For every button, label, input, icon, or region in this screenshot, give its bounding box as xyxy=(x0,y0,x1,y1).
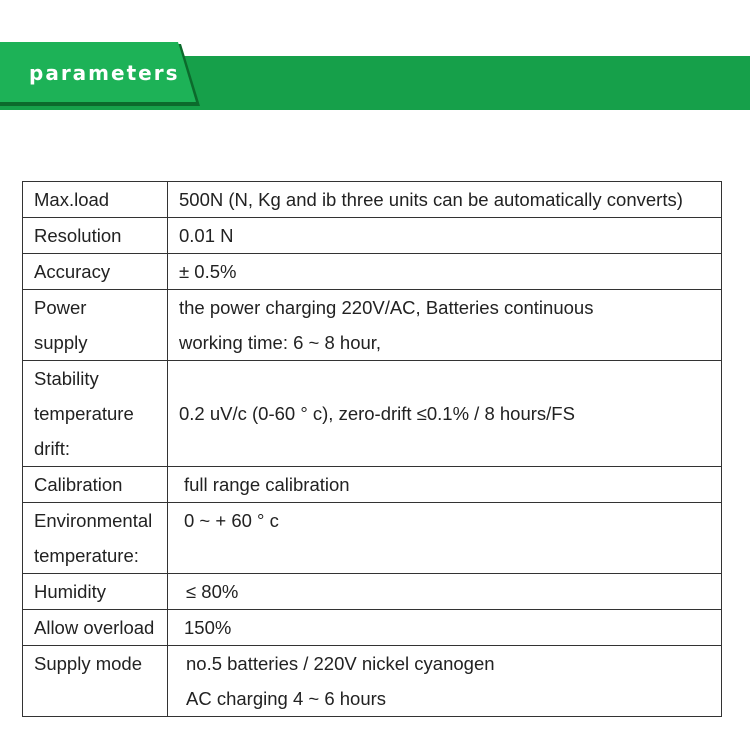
value-line: ≤ 80% xyxy=(186,581,239,602)
parameters-table xyxy=(22,181,722,717)
label-line: temperature xyxy=(34,403,134,424)
label-line: supply xyxy=(34,332,88,353)
row-value xyxy=(168,467,722,503)
row-value xyxy=(168,361,722,467)
row-label xyxy=(23,361,168,467)
row-value xyxy=(168,218,722,254)
row-label xyxy=(23,610,168,646)
label-line: temperature: xyxy=(34,545,139,566)
label-line: Allow overload xyxy=(34,617,155,638)
value-line: working time: 6 ~ 8 hour, xyxy=(179,332,382,353)
row-label xyxy=(23,646,168,717)
row-label xyxy=(23,218,168,254)
value-line: 150% xyxy=(184,617,232,638)
label-line: drift: xyxy=(34,438,70,459)
value-line: full range calibration xyxy=(184,474,350,495)
label-line: Power xyxy=(34,297,87,318)
row-label xyxy=(23,467,168,503)
table-row-supply-mode xyxy=(23,646,722,717)
table-row-resolution xyxy=(23,218,722,254)
label-line: Stability xyxy=(34,368,99,389)
table-row-calibration xyxy=(23,467,722,503)
value-line: the power charging 220V/AC, Batteries continuous xyxy=(179,297,594,318)
label-line: Max.load xyxy=(34,189,110,210)
row-value xyxy=(168,574,722,610)
value-line: 500N (N, Kg and ib three units can be automatically converts) xyxy=(179,189,683,210)
label-line: Calibration xyxy=(34,474,123,495)
section-title: parameters xyxy=(29,61,180,85)
table-row-max-load xyxy=(23,182,722,218)
row-value xyxy=(168,290,722,361)
row-label xyxy=(23,254,168,290)
label-line: Accuracy xyxy=(34,261,111,282)
value-line: no.5 batteries / 220V nickel cyanogen xyxy=(186,653,495,674)
table-row-humidity xyxy=(23,574,722,610)
row-value xyxy=(168,254,722,290)
value-line: 0.01 N xyxy=(179,225,234,246)
label-line: Environmental xyxy=(34,510,153,531)
row-value xyxy=(168,503,722,574)
table-row-overload xyxy=(23,610,722,646)
table-row-stability xyxy=(23,361,722,467)
value-line: 0.2 uV/c (0-60 ° c), zero-drift ≤0.1% / 8 hours/FS xyxy=(179,403,575,424)
row-value xyxy=(168,182,722,218)
section-banner xyxy=(0,42,750,110)
value-line: ± 0.5% xyxy=(179,261,237,282)
row-value xyxy=(168,610,722,646)
value-line: AC charging 4 ~ 6 hours xyxy=(186,688,387,709)
row-label xyxy=(23,182,168,218)
row-label xyxy=(23,574,168,610)
row-value xyxy=(168,646,722,717)
label-line: Supply mode xyxy=(34,653,142,674)
table-row-power-supply xyxy=(23,290,722,361)
value-line: 0 ~ + 60 ° c xyxy=(184,510,279,531)
label-line: Humidity xyxy=(34,581,106,602)
row-label xyxy=(23,503,168,574)
row-label xyxy=(23,290,168,361)
table-row-environmental xyxy=(23,503,722,574)
label-line: Resolution xyxy=(34,225,122,246)
table-row-accuracy xyxy=(23,254,722,290)
